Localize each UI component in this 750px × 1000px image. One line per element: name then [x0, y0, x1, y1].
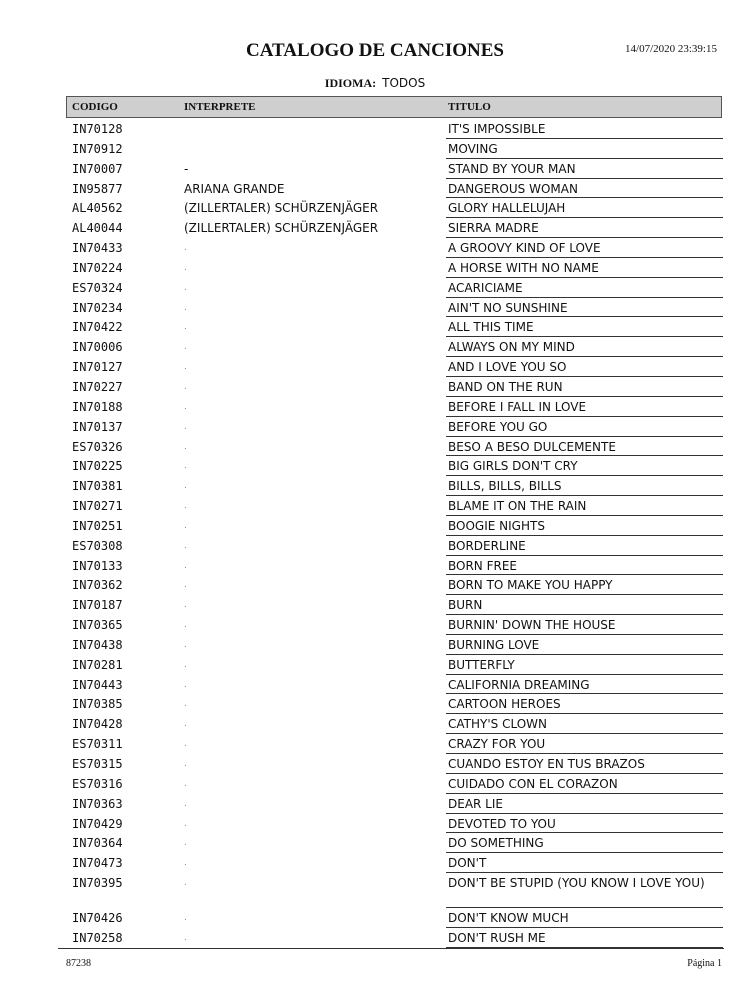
table-row [0, 755, 750, 775]
table-row [0, 180, 750, 200]
table-row [0, 457, 750, 477]
song-title: AND I LOVE YOU SO [448, 360, 567, 375]
song-artist: . [184, 441, 187, 452]
language-filter [0, 76, 750, 91]
song-title: BESO A BESO DULCEMENTE [448, 439, 616, 454]
song-code: IN70234 [72, 300, 123, 315]
song-title: DEAR LIE [448, 796, 503, 811]
song-code: IN70127 [72, 360, 123, 375]
table-row [0, 259, 750, 279]
row-underline [446, 376, 723, 377]
song-title: BORN FREE [448, 558, 517, 573]
row-underline [446, 872, 723, 873]
column-header-code: CODIGO [72, 101, 118, 113]
song-title: IT'S IMPOSSIBLE [448, 122, 546, 136]
song-artist: . [184, 759, 187, 769]
column-header-artist: INTERPRETE [184, 101, 256, 113]
song-artist: . [184, 798, 187, 809]
table-row [0, 140, 750, 160]
table-row [0, 299, 750, 319]
song-code: IN70007 [72, 161, 123, 176]
language-value: TODOS [382, 76, 426, 90]
song-code: IN70133 [72, 558, 123, 573]
song-artist: (ZILLERTALER) SCHÜRZENJÄGER [184, 201, 379, 216]
row-underline [446, 495, 723, 496]
song-artist: . [184, 501, 187, 512]
row-underline [446, 713, 723, 714]
song-code: IN70422 [72, 320, 123, 335]
song-code: IN70381 [72, 479, 123, 494]
song-title: CARTOON HEROES [448, 697, 561, 712]
song-code: IN70433 [72, 241, 123, 256]
table-row [0, 497, 750, 517]
song-artist: . [184, 520, 187, 531]
table-row [0, 160, 750, 180]
song-artist: . [184, 679, 187, 690]
song-code: IN70251 [72, 518, 123, 533]
song-title: BLAME IT ON THE RAIN [448, 499, 587, 514]
row-underline [446, 793, 723, 794]
song-artist: . [184, 913, 187, 924]
song-code: IN95877 [72, 181, 123, 196]
row-underline [446, 654, 723, 655]
song-artist: . [184, 243, 187, 254]
row-underline [446, 515, 723, 516]
table-row [0, 398, 750, 418]
row-underline [446, 237, 723, 238]
song-code: ES70311 [72, 737, 123, 752]
row-underline [446, 158, 723, 159]
song-artist: . [184, 560, 187, 571]
table-row [0, 834, 750, 854]
footer-divider [58, 948, 724, 949]
row-underline [446, 773, 723, 774]
row-underline [446, 555, 723, 556]
song-artist: ARIANA GRANDE [184, 181, 285, 196]
song-title: BURNIN' DOWN THE HOUSE [448, 618, 616, 633]
song-code: ES70315 [72, 757, 123, 771]
report-title: CATALOGO DE CANCIONES [246, 40, 504, 61]
song-code: IN70443 [72, 677, 123, 692]
song-artist: . [184, 659, 187, 670]
table-row [0, 477, 750, 497]
song-code: IN70225 [72, 459, 123, 474]
song-artist: . [184, 580, 187, 591]
row-underline [446, 693, 723, 694]
song-artist: . [184, 600, 187, 611]
song-code: IN70258 [72, 930, 123, 945]
song-code: ES70316 [72, 776, 123, 791]
song-artist: . [184, 778, 187, 789]
report-timestamp: 14/07/2020 23:39:15 [625, 43, 717, 55]
song-artist: . [184, 421, 187, 432]
row-underline [446, 594, 723, 595]
table-row [0, 636, 750, 656]
row-underline [446, 197, 723, 198]
song-title: SIERRA MADRE [448, 221, 539, 236]
song-code: IN70006 [72, 340, 123, 355]
song-code: IN70188 [72, 399, 123, 414]
table-row [0, 695, 750, 715]
song-title: DON'T BE STUPID (YOU KNOW I LOVE YOU) [448, 876, 705, 891]
table-row [0, 775, 750, 795]
song-title: DEVOTED TO YOU [448, 816, 556, 831]
table-row [0, 656, 750, 676]
song-code: IN70362 [72, 578, 123, 593]
song-title: DON'T RUSH ME [448, 930, 546, 945]
row-underline [446, 574, 723, 575]
table-row [0, 239, 750, 259]
table-row [0, 279, 750, 299]
table-row [0, 557, 750, 577]
song-title: BIG GIRLS DON'T CRY [448, 459, 578, 474]
song-title: ALL THIS TIME [448, 320, 534, 335]
song-code: IN70271 [72, 499, 123, 514]
song-title: BUTTERFLY [448, 657, 515, 672]
song-artist: (ZILLERTALER) SCHÜRZENJÄGER [184, 221, 379, 236]
table-row [0, 735, 750, 755]
song-artist: . [184, 362, 187, 373]
table-row [0, 715, 750, 735]
table-row [0, 874, 750, 909]
song-title: BEFORE I FALL IN LOVE [448, 399, 587, 414]
table-row [0, 120, 750, 140]
song-code: IN70395 [72, 876, 123, 891]
song-artist: . [184, 858, 187, 869]
table-row [0, 199, 750, 219]
song-artist: . [184, 719, 187, 730]
table-row [0, 318, 750, 338]
song-title: GLORY HALLELUJAH [448, 201, 566, 216]
row-underline [446, 475, 723, 476]
song-code: IN70365 [72, 618, 123, 633]
song-title: BAND ON THE RUN [448, 379, 563, 394]
footer-page-number: Página 1 [687, 958, 722, 969]
song-code: IN70426 [72, 911, 123, 926]
song-artist: . [184, 932, 187, 943]
song-code: IN70364 [72, 836, 123, 851]
song-title: STAND BY YOUR MAN [448, 161, 576, 176]
table-row [0, 909, 750, 929]
song-title: DON'T [448, 856, 487, 871]
song-code: ES70308 [72, 538, 123, 553]
song-title: CUIDADO CON EL CORAZON [448, 776, 618, 791]
table-row [0, 815, 750, 835]
song-artist: . [184, 302, 187, 313]
song-title: BORN TO MAKE YOU HAPPY [448, 578, 613, 593]
row-underline [446, 907, 723, 908]
row-underline [446, 832, 723, 833]
row-underline [446, 257, 723, 258]
row-underline [446, 316, 723, 317]
song-code: IN70281 [72, 657, 123, 672]
song-title: A GROOVY KIND OF LOVE [448, 241, 601, 256]
row-underline [446, 297, 723, 298]
row-underline [446, 927, 723, 928]
row-underline [446, 733, 723, 734]
table-row [0, 576, 750, 596]
song-code: IN70128 [72, 122, 123, 136]
song-title: CALIFORNIA DREAMING [448, 677, 590, 692]
table-row [0, 854, 750, 874]
song-artist: . [184, 699, 187, 710]
row-underline [446, 614, 723, 615]
row-underline [446, 436, 723, 437]
language-label: IDIOMA: [324, 76, 377, 90]
song-title: AIN'T NO SUNSHINE [448, 300, 568, 315]
table-row [0, 338, 750, 358]
table-row [0, 676, 750, 696]
row-underline [446, 336, 723, 337]
table-row [0, 795, 750, 815]
footer-record-count: 87238 [66, 958, 91, 969]
song-artist: . [184, 620, 187, 631]
table-row [0, 596, 750, 616]
song-code: IN70429 [72, 816, 123, 831]
song-title: ALWAYS ON MY MIND [448, 340, 575, 355]
table-row [0, 438, 750, 458]
song-title: BURNING LOVE [448, 637, 540, 652]
song-code: IN70473 [72, 856, 123, 871]
song-code: IN70912 [72, 141, 123, 156]
song-artist: . [184, 540, 187, 551]
song-title: A HORSE WITH NO NAME [448, 260, 599, 275]
row-underline [446, 753, 723, 754]
song-code: IN70137 [72, 419, 123, 434]
song-artist: . [184, 262, 187, 273]
row-underline [446, 416, 723, 417]
row-underline [446, 277, 723, 278]
table-row [0, 517, 750, 537]
row-underline [446, 813, 723, 814]
song-artist: . [184, 481, 187, 492]
row-underline [446, 356, 723, 357]
song-code: IN70363 [72, 796, 123, 811]
song-title: BEFORE YOU GO [448, 419, 548, 434]
song-artist: . [184, 878, 187, 889]
song-title: BORDERLINE [448, 538, 526, 553]
row-underline [446, 535, 723, 536]
song-artist: . [184, 342, 187, 353]
row-underline [446, 396, 723, 397]
table-row [0, 929, 750, 949]
row-underline [446, 455, 723, 456]
column-header-title: TITULO [448, 101, 491, 113]
row-underline [446, 138, 723, 139]
song-table-body [0, 120, 750, 949]
song-title: DANGEROUS WOMAN [448, 181, 578, 196]
song-artist: . [184, 639, 187, 650]
row-underline [446, 852, 723, 853]
song-artist: . [184, 381, 187, 392]
song-title: CUANDO ESTOY EN TUS BRAZOS [448, 757, 645, 771]
table-row [0, 537, 750, 557]
song-title: DON'T KNOW MUCH [448, 911, 569, 926]
song-title: ACARICIAME [448, 280, 523, 295]
song-artist: - [184, 161, 189, 176]
song-artist: . [184, 322, 187, 333]
song-artist: . [184, 818, 187, 829]
song-code: IN70428 [72, 717, 123, 732]
song-title: BOOGIE NIGHTS [448, 518, 545, 533]
row-underline [446, 674, 723, 675]
row-underline [446, 217, 723, 218]
song-code: AL40562 [72, 201, 123, 216]
song-artist: . [184, 401, 187, 412]
song-code: IN70224 [72, 260, 123, 275]
song-artist: . [184, 461, 187, 472]
song-title: BURN [448, 598, 483, 613]
song-code: ES70324 [72, 280, 123, 295]
row-underline [446, 178, 723, 179]
song-code: IN70227 [72, 379, 123, 394]
song-artist: . [184, 282, 187, 293]
table-row [0, 219, 750, 239]
row-underline [446, 634, 723, 635]
song-code: ES70326 [72, 439, 123, 454]
song-title: MOVING [448, 141, 498, 156]
song-code: IN70385 [72, 697, 123, 712]
song-code: AL40044 [72, 221, 123, 236]
song-title: CRAZY FOR YOU [448, 737, 546, 752]
table-row [0, 378, 750, 398]
song-title: DO SOMETHING [448, 836, 544, 851]
table-row [0, 418, 750, 438]
table-header [66, 96, 722, 118]
song-title: CATHY'S CLOWN [448, 717, 547, 732]
song-code: IN70438 [72, 637, 123, 652]
table-row [0, 616, 750, 636]
song-code: IN70187 [72, 598, 123, 613]
song-title: BILLS, BILLS, BILLS [448, 479, 562, 494]
song-artist: . [184, 838, 187, 849]
table-row [0, 358, 750, 378]
song-artist: . [184, 739, 187, 750]
